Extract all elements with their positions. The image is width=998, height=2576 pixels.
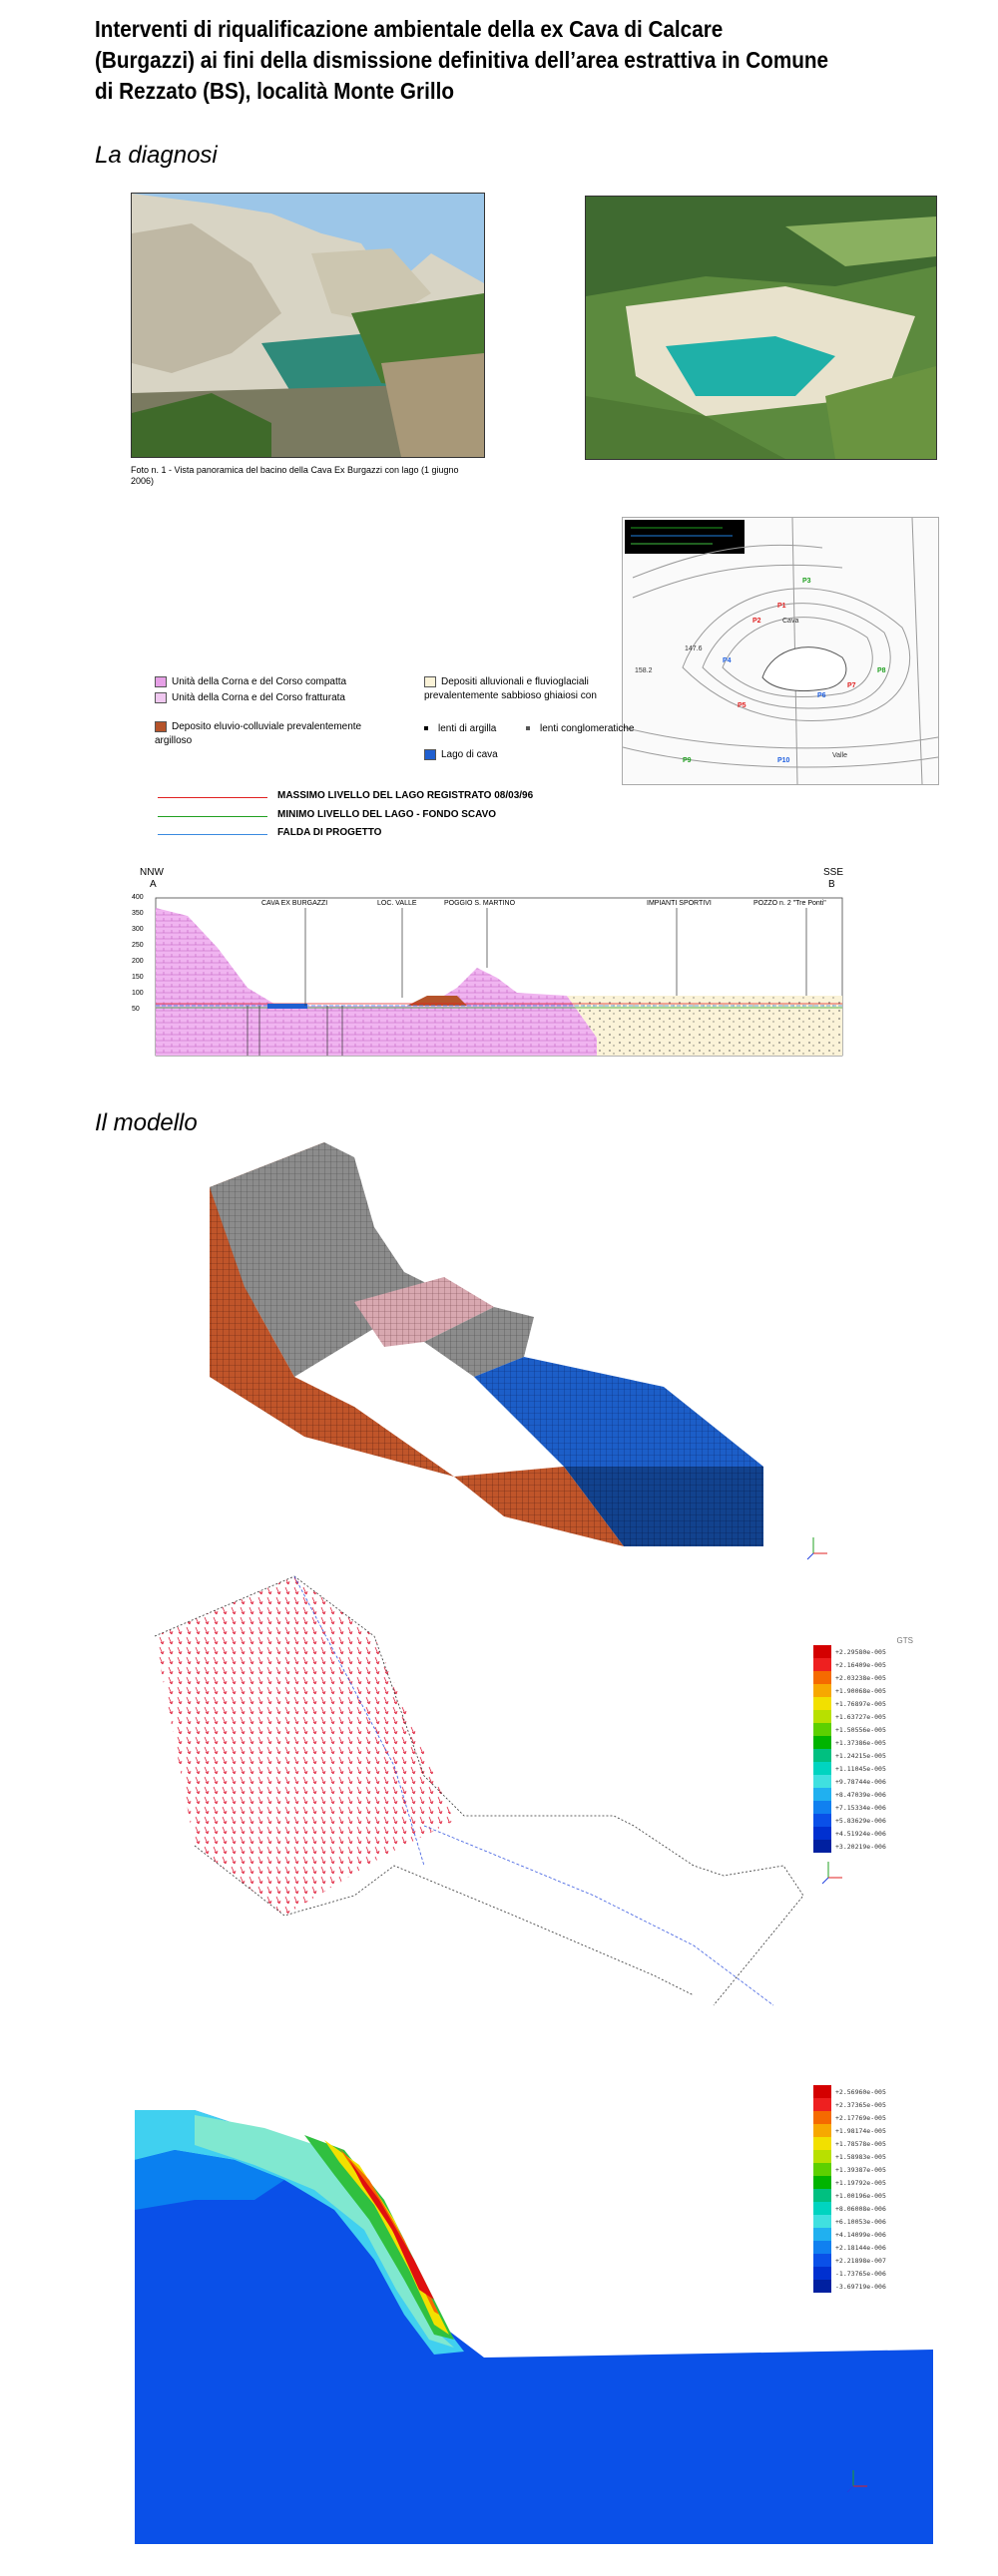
profile-y-tick: 50: [132, 1006, 140, 1013]
geological-cross-section: [128, 888, 846, 1068]
legend-scale-swatch: [813, 1684, 831, 1697]
legend-scale-value: +2.37365e-005: [835, 2100, 886, 2109]
legend-scale-swatch: [813, 2215, 831, 2228]
map-place-label: 147.6: [685, 645, 703, 652]
level-label-falda: FALDA DI PROGETTO: [277, 827, 382, 838]
level-line-falda: [158, 834, 267, 835]
profile-place-label: LOC. VALLE: [377, 900, 417, 907]
legend-scale-swatch: [813, 2254, 831, 2267]
legend-scale-value: +2.03238e-005: [835, 1673, 886, 1682]
legend-scale-value: -1.73765e-006: [835, 2269, 886, 2278]
color-legend-plot2: [813, 2085, 913, 2293]
photo-quarry-panorama: [131, 193, 485, 458]
legend-scale-value: +8.06008e-006: [835, 2204, 886, 2213]
legend-scale-swatch: [813, 2085, 831, 2098]
legend-scale-row: [813, 1749, 913, 1762]
legend-scale-value: +2.21898e-007: [835, 2256, 886, 2265]
photo-quarry-lake: [585, 196, 937, 460]
profile-place-label: POZZO n. 2 "Tre Ponti": [753, 900, 826, 907]
legend-scale-row: [813, 1684, 913, 1697]
legend-scale-value: +1.90068e-005: [835, 1686, 886, 1695]
legend-scale-row: [813, 2137, 913, 2150]
legend-scale-swatch: [813, 1801, 831, 1814]
map-point: P4: [723, 657, 732, 664]
map-point: P1: [777, 603, 786, 610]
profile-place-label: CAVA EX BURGAZZI: [261, 900, 328, 907]
legend-scale-swatch: [813, 2150, 831, 2163]
legend-item: Unità della Corna e del Corso fratturata: [155, 691, 345, 705]
legend-scale-swatch: [813, 1827, 831, 1840]
legend-scale-row: [813, 1723, 913, 1736]
profile-left-letter: A: [150, 879, 157, 890]
map-point: P3: [802, 578, 811, 585]
legend-scale-swatch: [813, 2267, 831, 2280]
legend-item: Depositi alluvionali e fluvioglaciali prevalentemente sabbioso ghiaiosi con: [424, 676, 597, 701]
map-point: P10: [777, 757, 790, 764]
profile-place-label: POGGIO S. MARTINO: [444, 900, 516, 907]
legend-scale-row: [813, 2241, 913, 2254]
legend-scale-row: [813, 2280, 913, 2293]
legend-item: lenti conglomeratiche: [526, 722, 635, 736]
legend-scale-row: [813, 2176, 913, 2189]
legend-scale-value: +8.47039e-006: [835, 1790, 886, 1799]
legend-scale-row: [813, 2215, 913, 2228]
legend-scale-row: [813, 1710, 913, 1723]
legend-item: lenti di argilla: [424, 722, 496, 736]
legend-scale-swatch: [813, 1736, 831, 1749]
legend-brand: GTS: [896, 1636, 913, 1645]
legend-scale-row: [813, 2098, 913, 2111]
legend-scale-row: [813, 1645, 913, 1658]
profile-y-tick: 400: [132, 894, 144, 901]
legend-scale-row: [813, 1788, 913, 1801]
legend-scale-value: +1.98174e-005: [835, 2126, 886, 2135]
legend-scale-swatch: [813, 1710, 831, 1723]
legend-scale-swatch: [813, 1697, 831, 1710]
legend-scale-swatch: [813, 2202, 831, 2215]
legend-scale-value: +1.19792e-005: [835, 2178, 886, 2187]
legend-scale-swatch: [813, 2280, 831, 2293]
legend-scale-swatch: [813, 2228, 831, 2241]
legend-scale-value: +1.11045e-005: [835, 1764, 886, 1773]
legend-scale-swatch: [813, 1671, 831, 1684]
color-legend-plot1: [813, 1636, 913, 1853]
legend-scale-swatch: [813, 1775, 831, 1788]
legend-scale-swatch: [813, 2176, 831, 2189]
legend-scale-swatch: [813, 2098, 831, 2111]
legend-scale-value: +6.10053e-006: [835, 2217, 886, 2226]
section-heading-diagnosi: La diagnosi: [95, 142, 218, 169]
profile-place-label: IMPIANTI SPORTIVI: [647, 900, 712, 907]
legend-scale-row: [813, 2254, 913, 2267]
legend-scale-value: +2.16409e-005: [835, 1660, 886, 1669]
map-point: P6: [817, 692, 826, 699]
legend-scale-swatch: [813, 1814, 831, 1827]
legend-item: Lago di cava: [424, 748, 498, 762]
legend-scale-swatch: [813, 2111, 831, 2124]
legend-scale-row: [813, 2150, 913, 2163]
map-point: P8: [877, 667, 886, 674]
legend-scale-row: [813, 1658, 913, 1671]
topographic-map: [622, 517, 939, 785]
legend-scale-value: +1.39387e-005: [835, 2165, 886, 2174]
level-line-min: [158, 816, 267, 817]
legend-scale-row: [813, 2228, 913, 2241]
legend-scale-value: +4.51924e-006: [835, 1829, 886, 1838]
legend-scale-value: +1.24215e-005: [835, 1751, 886, 1760]
legend-scale-swatch: [813, 1645, 831, 1658]
profile-right-dir: SSE: [823, 867, 844, 878]
photo-caption: Foto n. 1 - Vista panoramica del bacino della Cava Ex Burgazzi con lago (1 giugno 2006): [131, 465, 459, 486]
legend-scale-row: [813, 2111, 913, 2124]
legend-scale-swatch: [813, 1658, 831, 1671]
legend-scale-value: +2.18144e-006: [835, 2243, 886, 2252]
legend-scale-value: +3.20219e-006: [835, 1842, 886, 1851]
legend-scale-value: +1.00196e-005: [835, 2191, 886, 2200]
legend-scale-row: [813, 1775, 913, 1788]
map-place-label: Cava: [782, 618, 799, 625]
map-place-label: 158.2: [635, 667, 653, 674]
legend-scale-swatch: [813, 2137, 831, 2150]
legend-scale-swatch: [813, 1840, 831, 1853]
profile-left-dir: NNW: [140, 867, 164, 878]
profile-right-letter: B: [828, 879, 835, 890]
legend-scale-row: [813, 1697, 913, 1710]
legend-scale-row: [813, 1736, 913, 1749]
legend-scale-row: [813, 1762, 913, 1775]
legend-scale-value: +5.83629e-006: [835, 1816, 886, 1825]
legend-scale-row: [813, 2267, 913, 2280]
map-point: P5: [738, 702, 747, 709]
legend-scale-value: +1.50556e-005: [835, 1725, 886, 1734]
level-label-max: MASSIMO LIVELLO DEL LAGO REGISTRATO 08/03/96: [277, 790, 534, 801]
profile-y-tick: 250: [132, 942, 144, 949]
vector-field-plot: [95, 1566, 863, 2015]
legend-scale-value: +1.63727e-005: [835, 1712, 886, 1721]
legend-scale-row: [813, 1801, 913, 1814]
legend-scale-swatch: [813, 2163, 831, 2176]
legend-scale-row: [813, 2202, 913, 2215]
legend-item: Unità della Corna e del Corso compatta: [155, 675, 346, 689]
profile-y-tick: 100: [132, 990, 144, 997]
legend-scale-row: [813, 2085, 913, 2098]
page-title: Interventi di riqualificazione ambientale della ex Cava di Calcare (Burgazzi) ai fini della dismissione definitiva dell’area estrattiva in Comune di Rezzato (BS), località Monte Grillo: [95, 16, 829, 104]
axis-triad-icon: [818, 1856, 848, 1886]
legend-scale-value: -3.69719e-006: [835, 2282, 886, 2291]
profile-y-tick: 200: [132, 958, 144, 965]
legend-scale-swatch: [813, 2124, 831, 2137]
legend-scale-value: +9.78744e-006: [835, 1777, 886, 1786]
legend-scale-swatch: [813, 2241, 831, 2254]
legend-scale-swatch: [813, 1749, 831, 1762]
map-point: P9: [683, 757, 692, 764]
legend-scale-row: [813, 1827, 913, 1840]
legend-scale-value: +1.37386e-005: [835, 1738, 886, 1747]
legend-scale-row: [813, 1814, 913, 1827]
legend-scale-row: [813, 1671, 913, 1684]
section-heading-modello: Il modello: [95, 1109, 198, 1136]
legend-scale-value: +1.78578e-005: [835, 2139, 886, 2148]
legend-scale-swatch: [813, 1723, 831, 1736]
profile-y-tick: 300: [132, 926, 144, 933]
legend-scale-value: +2.17769e-005: [835, 2113, 886, 2122]
legend-scale-swatch: [813, 2189, 831, 2202]
level-label-min: MINIMO LIVELLO DEL LAGO - FONDO SCAVO: [277, 809, 497, 820]
map-place-label: Valle: [832, 752, 848, 759]
profile-y-tick: 150: [132, 974, 144, 981]
map-point: P2: [752, 618, 761, 625]
legend-scale-swatch: [813, 1762, 831, 1775]
axis-triad-icon: [843, 2464, 873, 2494]
legend-scale-value: +1.76897e-005: [835, 1699, 886, 1708]
legend-scale-value: +1.58983e-005: [835, 2152, 886, 2161]
profile-y-tick: 350: [132, 910, 144, 917]
level-line-max: [158, 797, 267, 798]
legend-scale-row: [813, 1840, 913, 1853]
legend-scale-value: +2.56960e-005: [835, 2087, 886, 2096]
legend-scale-value: +7.15334e-006: [835, 1803, 886, 1812]
legend-scale-swatch: [813, 1788, 831, 1801]
legend-item: Deposito eluvio-colluviale prevalentemente argilloso: [155, 721, 362, 746]
legend-scale-row: [813, 2163, 913, 2176]
map-point: P7: [847, 682, 856, 689]
legend-scale-row: [813, 2189, 913, 2202]
legend-scale-value: +2.29580e-005: [835, 1647, 886, 1656]
fem-mesh-3d-model: [205, 1137, 773, 1556]
axis-triad-icon: [803, 1531, 833, 1561]
legend-scale-value: +4.14099e-006: [835, 2230, 886, 2239]
legend-scale-row: [813, 2124, 913, 2137]
